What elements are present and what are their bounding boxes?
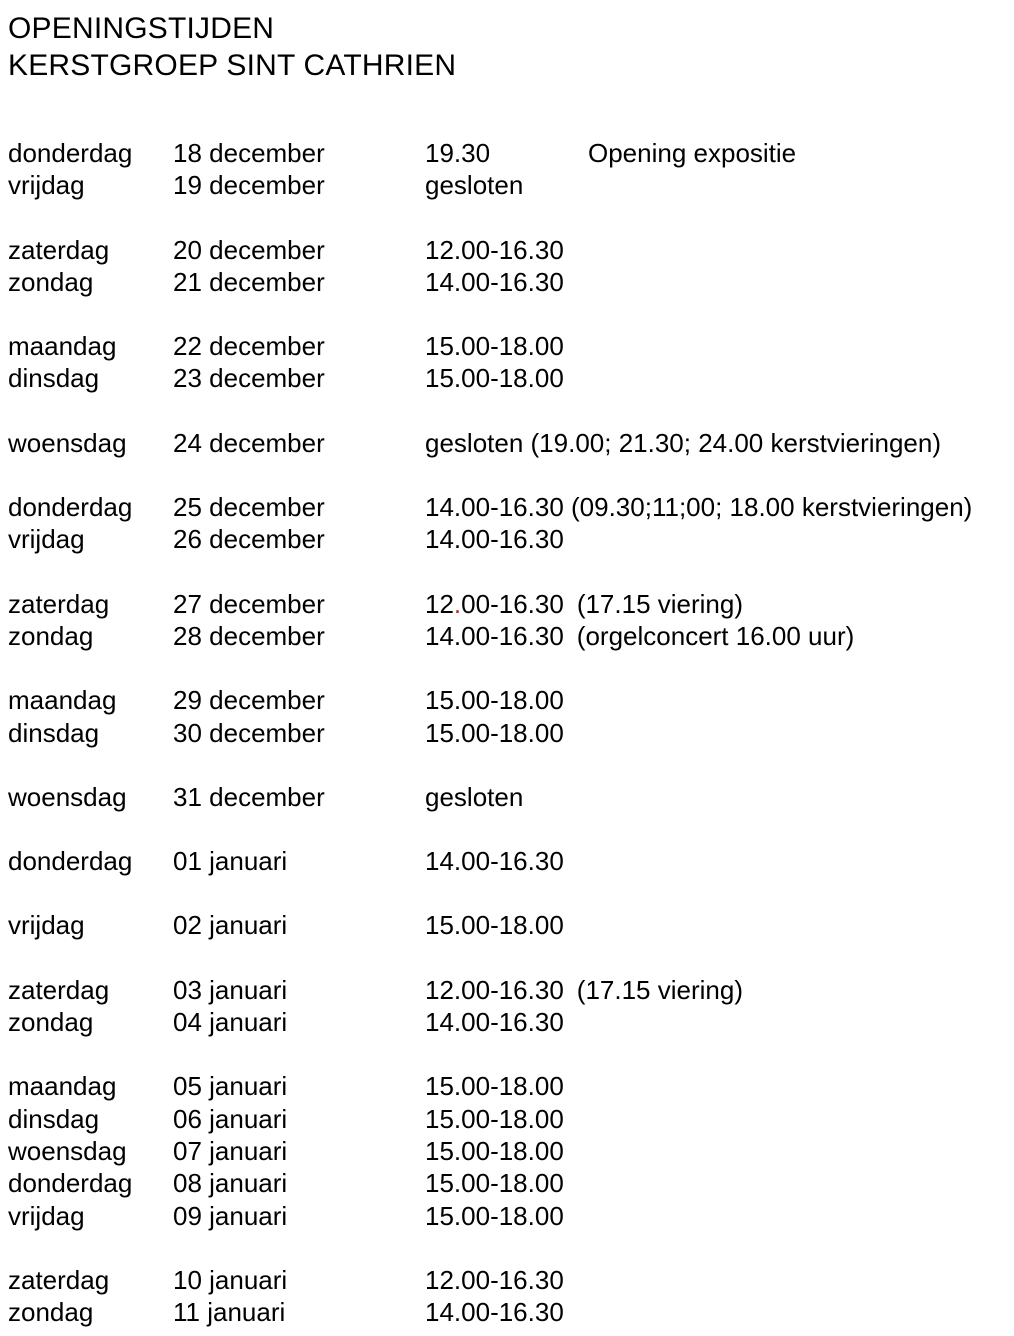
time-cell: 14.00-16.30	[425, 846, 564, 877]
document-title	[8, 10, 1014, 84]
day-cell: vrijdag	[8, 910, 85, 941]
date-cell: 19 december	[173, 170, 325, 201]
table-row	[8, 427, 1014, 459]
table-row	[8, 781, 1014, 813]
time-cell: 14.00-16.30	[425, 1297, 564, 1328]
table-row	[8, 169, 1014, 201]
date-cell: 03 januari	[173, 974, 288, 1005]
table-row	[8, 845, 1014, 877]
day-cell: donderdag	[8, 846, 133, 877]
table-row	[8, 588, 1014, 620]
time-text: 12	[425, 588, 454, 619]
date-cell: 21 december	[173, 266, 325, 297]
table-row	[8, 909, 1014, 941]
day-cell: woensdag	[8, 1135, 127, 1166]
time-cell: gesloten	[425, 170, 524, 201]
day-cell: vrijdag	[8, 524, 85, 555]
date-cell: 26 december	[173, 524, 325, 555]
day-cell: vrijdag	[8, 1200, 85, 1231]
date-cell: 04 januari	[173, 1007, 288, 1038]
day-cell: zondag	[8, 1297, 94, 1328]
day-cell: zaterdag	[8, 234, 110, 265]
date-cell: 25 december	[173, 492, 325, 523]
time-cell: 14.00-16.30	[425, 1007, 564, 1038]
time-cell: 15.00-18.00	[425, 1071, 564, 1102]
time-cell: 15.00-18.00	[425, 685, 564, 716]
note-cell: (orgelconcert 16.00 uur)	[576, 620, 855, 651]
day-cell: donderdag	[8, 1168, 133, 1199]
day-cell: zaterdag	[8, 588, 110, 619]
day-cell: woensdag	[8, 781, 127, 812]
day-cell: dinsdag	[8, 717, 100, 748]
day-cell: zondag	[8, 266, 94, 297]
table-row	[8, 266, 1014, 298]
table-row	[8, 684, 1014, 716]
day-cell: maandag	[8, 331, 117, 362]
schedule-table	[8, 137, 1014, 1328]
time-cell: gesloten (19.00; 21.30; 24.00 kerstvieringen)	[425, 427, 942, 458]
table-row	[8, 1264, 1014, 1296]
time-cell: 15.00-18.00	[425, 363, 564, 394]
table-row	[8, 234, 1014, 266]
date-cell: 02 januari	[173, 910, 288, 941]
table-row	[8, 717, 1014, 749]
day-cell: woensdag	[8, 427, 127, 458]
date-cell: 08 januari	[173, 1168, 288, 1199]
day-cell: dinsdag	[8, 1103, 100, 1134]
table-row	[8, 1006, 1014, 1038]
date-cell: 07 januari	[173, 1135, 288, 1166]
date-cell: 10 januari	[173, 1264, 288, 1295]
table-row	[8, 1167, 1014, 1199]
day-cell: zondag	[8, 620, 94, 651]
red-dot: .	[453, 588, 462, 619]
day-cell: maandag	[8, 685, 117, 716]
table-row	[8, 1296, 1014, 1328]
time-cell: 12.00-16.30	[425, 234, 564, 265]
time-cell: 15.00-18.00	[425, 910, 564, 941]
date-cell: 01 januari	[173, 846, 288, 877]
table-row	[8, 1070, 1014, 1102]
table-row	[8, 974, 1014, 1006]
time-cell	[425, 588, 564, 620]
table-row	[8, 1200, 1014, 1232]
date-cell: 22 december	[173, 331, 325, 362]
time-cell: 14.00-16.30	[425, 266, 564, 297]
table-row	[8, 491, 1014, 523]
time-cell: 19.30	[425, 138, 491, 168]
date-cell: 31 december	[173, 781, 325, 812]
title-line-2: KERSTGROEP SINT CATHRIEN	[8, 49, 457, 82]
table-row	[8, 362, 1014, 394]
time-cell: 15.00-18.00	[425, 1168, 564, 1199]
note-cell: Opening expositie	[588, 138, 797, 168]
date-cell: 30 december	[173, 717, 325, 748]
time-cell: 14.00-16.30 (09.30;11;00; 18.00 kerstvieringen)	[425, 492, 973, 523]
day-cell: vrijdag	[8, 170, 85, 201]
time-cell: 15.00-18.00	[425, 717, 564, 748]
time-cell: 12.00-16.30	[425, 1264, 564, 1295]
time-cell: 14.00-16.30	[425, 620, 564, 651]
date-cell: 09 januari	[173, 1200, 288, 1231]
time-cell: gesloten	[425, 781, 524, 812]
note-cell: (17.15 viering)	[576, 588, 744, 619]
time-cell: 12.00-16.30	[425, 974, 564, 1005]
time-cell: 15.00-18.00	[425, 1135, 564, 1166]
date-cell: 05 januari	[173, 1071, 288, 1102]
time-cell: 15.00-18.00	[425, 1200, 564, 1231]
time-cell: 14.00-16.30	[425, 524, 564, 555]
date-cell: 27 december	[173, 588, 325, 619]
note-cell: (17.15 viering)	[576, 974, 743, 1005]
date-cell: 20 december	[173, 234, 325, 265]
table-row	[8, 1103, 1014, 1135]
time-cell: 15.00-18.00	[425, 331, 564, 362]
day-cell: dinsdag	[8, 363, 100, 394]
day-cell: zaterdag	[8, 974, 110, 1005]
date-cell: 28 december	[173, 620, 325, 651]
table-row	[8, 620, 1014, 652]
day-cell: donderdag	[8, 492, 133, 523]
day-cell: zondag	[8, 1007, 94, 1038]
date-cell: 23 december	[173, 363, 325, 394]
day-cell: zaterdag	[8, 1264, 110, 1295]
day-cell: maandag	[8, 1071, 117, 1102]
table-row	[8, 137, 1014, 169]
time-text: 00-16.30	[461, 588, 564, 619]
table-row	[8, 1135, 1014, 1167]
date-cell: 06 januari	[173, 1103, 288, 1134]
date-cell: 18 december	[173, 138, 325, 168]
time-cell: 15.00-18.00	[425, 1103, 564, 1134]
date-cell: 11 januari	[173, 1297, 286, 1328]
title-line-1: OPENINGSTIJDEN	[8, 12, 275, 45]
date-cell: 29 december	[173, 685, 325, 716]
table-row	[8, 523, 1014, 555]
date-cell: 24 december	[173, 427, 325, 458]
day-cell: donderdag	[8, 138, 133, 168]
table-row	[8, 330, 1014, 362]
